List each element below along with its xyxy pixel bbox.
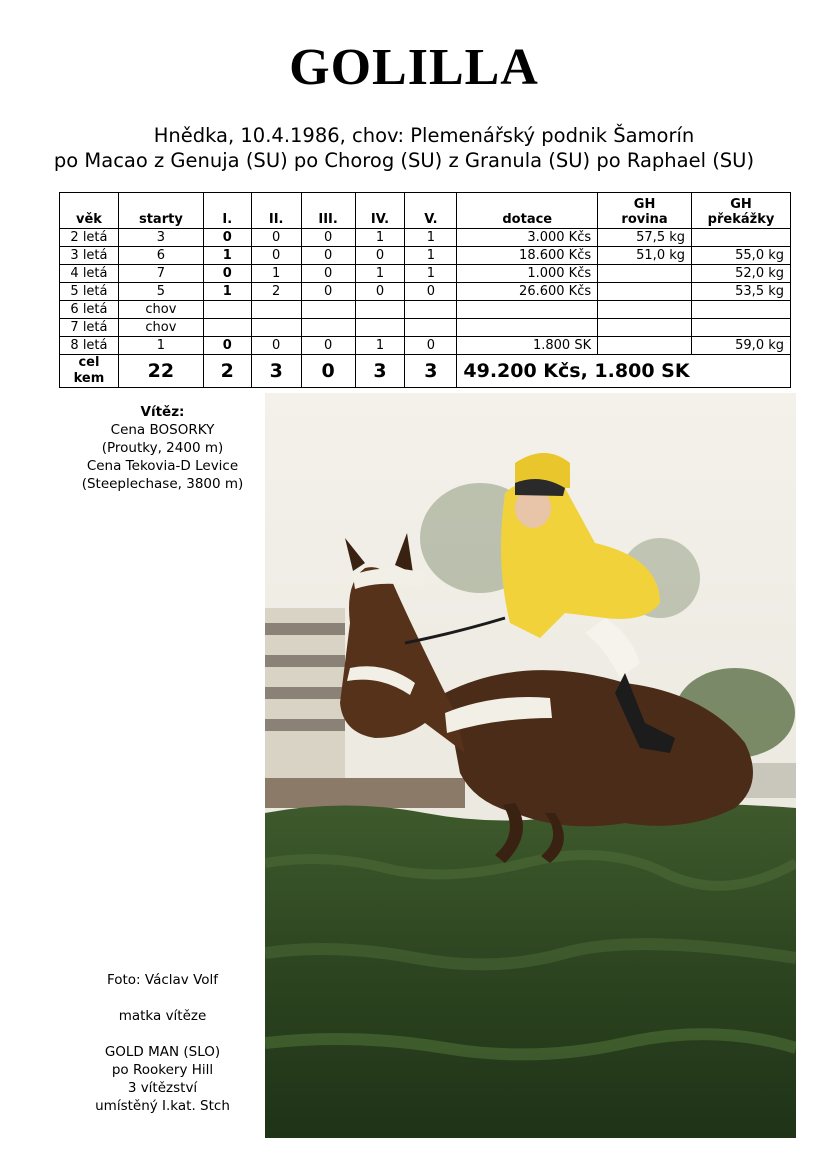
cell-fourth [355, 319, 405, 337]
winner-block [60, 403, 265, 493]
winner-line: Cena BOSORKY [110, 422, 215, 438]
cell-first [203, 301, 251, 319]
cell-starty: 3 [118, 229, 203, 247]
cell-gh-prekazky: 55,0 kg [692, 247, 791, 265]
cell-dotace: 1.000 Kčs [457, 265, 598, 283]
cell-fifth: 1 [405, 265, 457, 283]
cell-dotace: 3.000 Kčs [457, 229, 598, 247]
cell-fifth [405, 319, 457, 337]
table-row [60, 337, 791, 355]
table-row [60, 229, 791, 247]
table-row [60, 247, 791, 265]
total-dotace: 49.200 Kčs, 1.800 SK [457, 355, 791, 388]
winner-line: (Proutky, 2400 m) [101, 440, 224, 456]
mother-label: matka vítěze [118, 1008, 207, 1024]
cell-fourth: 1 [355, 265, 405, 283]
cell-third [301, 319, 355, 337]
total-starty: 22 [118, 355, 203, 388]
cell-starty: chov [118, 301, 203, 319]
horse-details: Hnědka, 10.4.1986, chov: Plemenářský podnik Šamorín [153, 124, 695, 147]
cell-starty: 7 [118, 265, 203, 283]
mother-line: 3 vítězství [127, 1080, 198, 1096]
cell-first: 0 [203, 265, 251, 283]
cell-gh-prekazky [692, 301, 791, 319]
cell-gh-rovina [598, 283, 692, 301]
cell-vek: 3 letá [60, 247, 119, 265]
cell-vek: 7 letá [60, 319, 119, 337]
cell-third [301, 301, 355, 319]
cell-dotace [457, 319, 598, 337]
winner-line: Cena Tekovia-D Levice [86, 458, 239, 474]
cell-vek: 5 letá [60, 283, 119, 301]
cell-first: 0 [203, 337, 251, 355]
cell-starty: 6 [118, 247, 203, 265]
race-record-table [59, 192, 791, 388]
cell-fourth: 1 [355, 337, 405, 355]
cell-second [251, 301, 301, 319]
header-fourth: IV. [355, 193, 405, 229]
cell-dotace: 26.600 Kčs [457, 283, 598, 301]
cell-fifth [405, 301, 457, 319]
total-fifth: 3 [405, 355, 457, 388]
cell-dotace: 1.800 SK [457, 337, 598, 355]
winner-line: (Steeplechase, 3800 m) [81, 476, 244, 492]
cell-first: 0 [203, 229, 251, 247]
cell-fifth: 0 [405, 283, 457, 301]
cell-second: 0 [251, 229, 301, 247]
table-header-row [60, 193, 791, 229]
cell-third: 0 [301, 283, 355, 301]
cell-fourth: 0 [355, 247, 405, 265]
cell-starty: chov [118, 319, 203, 337]
header-second: II. [251, 193, 301, 229]
header-first: I. [203, 193, 251, 229]
cell-fourth [355, 301, 405, 319]
total-fourth: 3 [355, 355, 405, 388]
cell-vek: 8 letá [60, 337, 119, 355]
cell-first [203, 319, 251, 337]
cell-gh-prekazky: 53,5 kg [692, 283, 791, 301]
header-dotace: dotace [457, 193, 598, 229]
total-first: 2 [203, 355, 251, 388]
header-gh-prekazky: GH překážky [692, 193, 791, 229]
cell-second: 0 [251, 247, 301, 265]
mother-line: po Rookery Hill [111, 1062, 214, 1078]
table-row [60, 283, 791, 301]
cell-fourth: 1 [355, 229, 405, 247]
cell-second: 1 [251, 265, 301, 283]
cell-fifth: 1 [405, 229, 457, 247]
winner-heading: Vítěz: [140, 404, 185, 420]
total-label: cel kem [60, 355, 119, 388]
cell-dotace [457, 301, 598, 319]
cell-third: 0 [301, 265, 355, 283]
cell-vek: 2 letá [60, 229, 119, 247]
cell-fifth: 1 [405, 247, 457, 265]
cell-third: 0 [301, 247, 355, 265]
cell-gh-prekazky [692, 319, 791, 337]
cell-gh-prekazky [692, 229, 791, 247]
mother-block [60, 1043, 265, 1115]
table-row [60, 265, 791, 283]
cell-gh-rovina [598, 319, 692, 337]
cell-gh-rovina [598, 337, 692, 355]
cell-third: 0 [301, 337, 355, 355]
cell-starty: 1 [118, 337, 203, 355]
pedigree-line: po Macao z Genuja (SU) po Chorog (SU) z Granula (SU) po Raphael (SU) [53, 149, 755, 172]
cell-fifth: 0 [405, 337, 457, 355]
table-row [60, 319, 791, 337]
page-title: GOLILLA [289, 39, 539, 96]
cell-third: 0 [301, 229, 355, 247]
header-third: III. [301, 193, 355, 229]
cell-gh-rovina: 57,5 kg [598, 229, 692, 247]
cell-vek: 6 letá [60, 301, 119, 319]
cell-first: 1 [203, 247, 251, 265]
cell-second: 2 [251, 283, 301, 301]
cell-first: 1 [203, 283, 251, 301]
table-total-row [60, 355, 791, 388]
header-vek: věk [60, 193, 119, 229]
table-row [60, 301, 791, 319]
total-second: 3 [251, 355, 301, 388]
cell-gh-rovina [598, 301, 692, 319]
mother-line: GOLD MAN (SLO) [104, 1044, 221, 1060]
total-third: 0 [301, 355, 355, 388]
mother-line: umístěný I.kat. Stch [95, 1098, 230, 1114]
cell-fourth: 0 [355, 283, 405, 301]
photo-credit: Foto: Václav Volf [106, 972, 219, 988]
cell-gh-prekazky: 52,0 kg [692, 265, 791, 283]
header-fifth: V. [405, 193, 457, 229]
header-gh-rovina: GH rovina [598, 193, 692, 229]
cell-gh-prekazky: 59,0 kg [692, 337, 791, 355]
cell-second: 0 [251, 337, 301, 355]
cell-gh-rovina: 51,0 kg [598, 247, 692, 265]
race-photo [265, 393, 796, 1138]
header-starty: starty [118, 193, 203, 229]
cell-dotace: 18.600 Kčs [457, 247, 598, 265]
cell-starty: 5 [118, 283, 203, 301]
cell-gh-rovina [598, 265, 692, 283]
cell-vek: 4 letá [60, 265, 119, 283]
cell-second [251, 319, 301, 337]
